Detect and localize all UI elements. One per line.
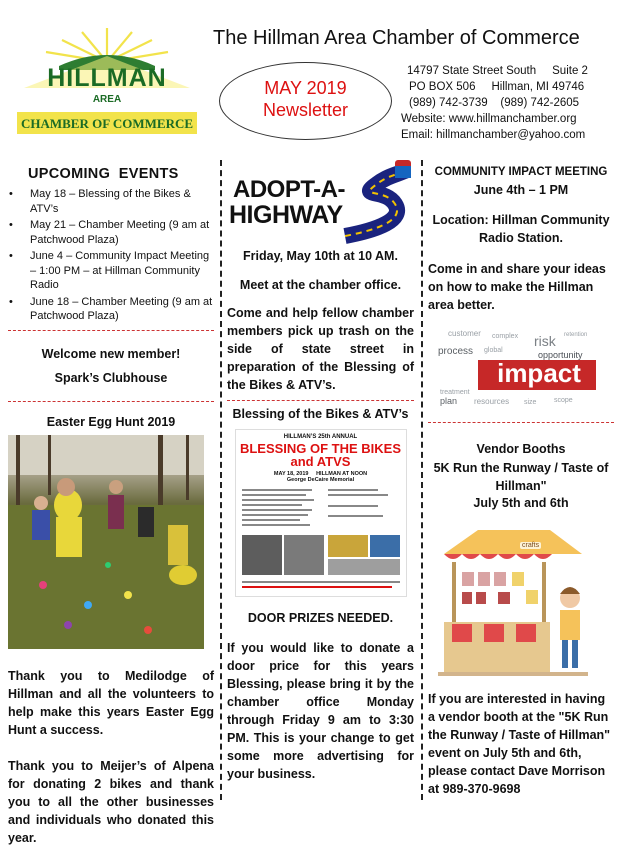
vendor-event: 5K Run the Runway / Taste of Hillman" — [433, 461, 609, 493]
svg-text:scope: scope — [554, 397, 573, 404]
flyer-top: HILLMAN’S 25th ANNUAL — [283, 434, 358, 440]
section-divider — [428, 422, 614, 423]
cim-location: Location: Hillman Community Radio Station. — [432, 213, 610, 245]
new-member-name: Spark’s Clubhouse — [54, 370, 168, 385]
svg-text:complex: complex — [492, 333, 519, 340]
flyer-date: MAY 18, 2019 HILLMAN AT NOON — [273, 471, 368, 477]
aah-meet: Meet at the chamber office. — [239, 278, 402, 292]
welcome-line: Welcome new member! — [41, 346, 181, 361]
logo-mid-text: AREA — [92, 94, 122, 105]
door-prizes-heading: DOOR PRIZES NEEDED. — [247, 611, 394, 625]
svg-text:process: process — [438, 346, 474, 357]
column-right — [428, 160, 614, 798]
aah-description: Come and help fellow chamber members pick up trash on the side of state street in preparation of the Blessing of the Bikes & ATV’s. — [227, 306, 414, 392]
thanks-medilodge: Thank you to Medilodge of Hillman and all the volunteers to help make this years Easter Egg Hunt a success. — [8, 668, 214, 737]
column-divider-left — [220, 160, 222, 800]
event-item: • May 18 – Blessing of the Bikes & ATV’s — [8, 187, 214, 216]
newsletter-oval — [219, 62, 392, 140]
cim-description: Come in and share your ideas on how to make the Hillman area better. — [428, 262, 606, 312]
upcoming-events-heading: UPCOMING EVENTS — [28, 166, 179, 182]
section-divider — [8, 330, 214, 331]
contact-block — [401, 63, 588, 143]
address-line-2: PO BOX 506 Hillman, MI 49746 — [409, 81, 585, 93]
impact-word: impact — [497, 358, 581, 388]
adopt-a-highway-logo — [227, 160, 414, 238]
event-item: • June 18 – Chamber Meeting (9 am at Patchwood Plaza) — [8, 295, 214, 324]
column-divider-right — [421, 160, 423, 800]
section-divider — [8, 401, 214, 402]
svg-text:opportunity: opportunity — [538, 350, 583, 360]
logo-bottom-text: CHAMBER OF COMMERCE — [20, 116, 194, 131]
blessing-flyer — [235, 429, 407, 597]
flyer-subtitle: George DeCaire Memorial — [286, 477, 355, 483]
website-link[interactable]: Website: www.hillmanchamber.org — [401, 113, 577, 125]
logo-top-text: HILLMAN — [47, 64, 167, 92]
email-link[interactable]: Email: hillmanchamber@yahoo.com — [401, 129, 586, 141]
vendor-description: If you are interested in having a vendor booth at the "5K Run the Runway / Taste of Hillman" event on July 5th and 6th, please contact Dave Morrison at 989-370-9698 — [428, 692, 611, 796]
hillman-chamber-logo — [14, 26, 200, 140]
adopt-line-1: ADOPT-A- — [233, 176, 345, 203]
booth-sign: crafts — [522, 542, 540, 549]
page-title: The Hillman Area Chamber of Commerce — [213, 27, 580, 49]
svg-text:global: global — [484, 347, 503, 354]
impact-word-cloud — [434, 324, 600, 410]
cim-title: COMMUNITY IMPACT MEETING — [434, 166, 608, 178]
vendor-dates: July 5th and 6th — [473, 496, 569, 510]
newsletter-month: MAY 2019 — [264, 78, 347, 98]
egg-hunt-photo — [8, 435, 204, 649]
svg-text:size: size — [524, 399, 537, 406]
egg-hunt-title: Easter Egg Hunt 2019 — [46, 414, 176, 429]
svg-text:risk: risk — [534, 333, 556, 349]
newsletter-label: Newsletter — [262, 100, 349, 120]
events-list — [8, 187, 214, 324]
vendor-title: Vendor Booths — [476, 442, 566, 456]
aah-date: Friday, May 10th at 10 AM. — [243, 249, 398, 263]
thanks-meijers: Thank you to Meijer’s of Alpena for donating 2 bikes and thank you to all the other businesses and individuals who donated this year. — [8, 758, 214, 845]
cim-date: June 4th – 1 PM — [473, 183, 569, 197]
phone-line: (989) 742-3739 (989) 742-2605 — [409, 97, 580, 109]
svg-text:customer: customer — [448, 329, 481, 338]
section-divider — [227, 400, 414, 401]
blessing-heading: Blessing of the Bikes & ATV’s — [232, 407, 409, 421]
address-line-1: 14797 State Street South Suite 2 — [407, 65, 588, 77]
column-middle — [227, 160, 414, 783]
column-left — [8, 160, 214, 847]
svg-text:retention: retention — [564, 332, 588, 338]
flyer-title-2: and ATVS — [290, 454, 351, 469]
flyer-title-1: BLESSING OF THE BIKES — [239, 441, 402, 456]
svg-text:resources: resources — [474, 397, 510, 406]
adopt-line-2: HIGHWAY — [229, 201, 343, 229]
event-item: • May 21 – Chamber Meeting (9 am at Patchwood Plaza) — [8, 218, 214, 247]
svg-text:treatment: treatment — [440, 389, 470, 396]
door-prize-text: If you would like to donate a door price for this years Blessing, please bring it by the chamber office Monday through Friday 9 am to 3:30 PM. This is your change to get some more advertising for your business. — [227, 641, 414, 781]
event-item: • June 4 – Community Impact Meeting – 1:00 PM – at Hillman Community Radio — [8, 249, 214, 293]
svg-text:plan: plan — [440, 396, 458, 406]
vendor-booth-illustration — [438, 524, 588, 678]
